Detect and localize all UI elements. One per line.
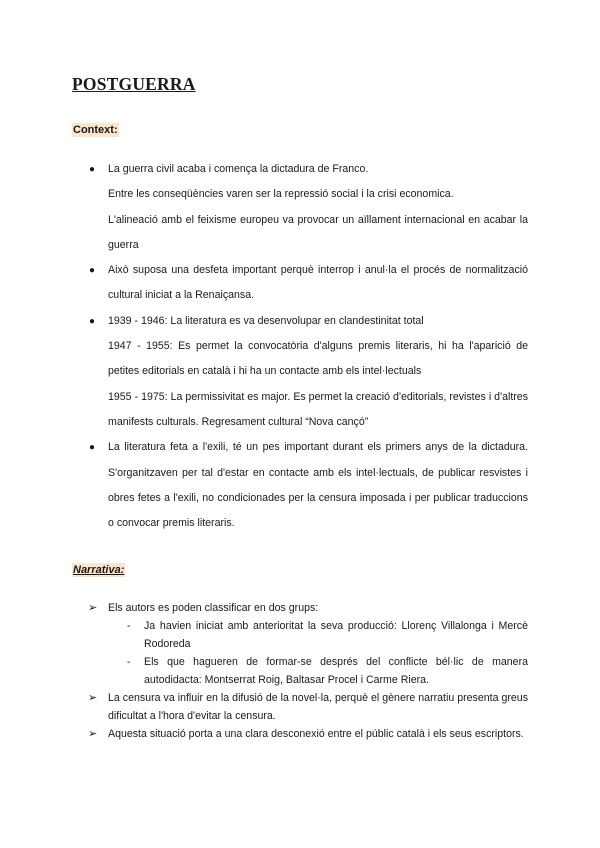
arrow-bullet-icon: ➢ <box>88 692 98 704</box>
paragraph: La censura va influir en la difusió de la novel·la, perquè el gènere narratiu presenta greus dificultat a l'hora d'evitar la censura. <box>108 692 528 722</box>
list-item <box>0 599 528 689</box>
paragraph: 1939 - 1946: La literatura es va desenvolupar en clandestinitat total <box>108 314 424 327</box>
context-list <box>0 157 600 536</box>
paragraph: 1947 - 1955: Es permet la convocatòria d'alguns premis literaris, hi ha l'aparició de petites editorials en català i hi ha un contacte amb els intel·lectuals <box>108 340 528 378</box>
paragraph: Els autors es poden classificar en dos grups: <box>108 602 319 614</box>
list-item <box>0 258 528 309</box>
narrativa-heading: Narrativa: <box>73 564 125 576</box>
list-item <box>0 689 528 725</box>
page-title: POSTGUERRA <box>72 74 196 94</box>
dash-bullet-icon: - <box>127 620 131 632</box>
sub-list-item <box>108 653 528 689</box>
paragraph: L'alineació amb el feixisme europeu va provocar un aïllament internacional en acabar la guerra <box>108 213 528 251</box>
bullet-icon: ● <box>89 442 96 454</box>
sub-list-item <box>108 617 528 653</box>
list-item <box>0 435 528 536</box>
list-item <box>0 157 528 258</box>
arrow-bullet-icon: ➢ <box>88 602 98 614</box>
paragraph: Aquesta situació porta a una clara desconexió entre el públic català i els seus escriptors. <box>108 728 524 740</box>
paragraph: La literatura feta a l'exili, té un pes important durant els primers anys de la dictadura. S'organitzaven per tal d'estar en contacte amb els intel·lectuals, de publicar resvistes i obres fetes a l'exili, no condicionades per la censura imposada i per publicar traduccions o convocar premis literaris. <box>108 441 528 530</box>
narrativa-list <box>0 599 600 743</box>
paragraph: Entre les conseqüències varen ser la repressió social i la crisi economica. <box>108 188 454 201</box>
bullet-icon: ● <box>89 164 96 175</box>
list-item <box>0 725 528 743</box>
paragraph: Ja havien iniciat amb anterioritat la seva producció: Llorenç Villalonga i Mercè Rodoreda <box>144 620 528 650</box>
paragraph: La guerra civil acaba i comença la dictadura de Franco. <box>108 163 369 175</box>
paragraph: Això suposa una desfeta important perquè interrop i anul·la el procés de normalització cultural iniciat a la Renaiçansa. <box>108 264 528 302</box>
paragraph: 1955 - 1975: La permissivitat es major. Es permet la creació d'editorials, revistes i d'altres manifests culturals. Regresament cultural “Nova cançó” <box>108 390 528 428</box>
paragraph: Els que hagueren de formar-se després del conflicte bél·lic de manera autodidacta: Montserrat Roig, Baltasar Procel i Carme Riera. <box>144 656 528 686</box>
dash-bullet-icon: - <box>127 656 131 668</box>
bullet-icon: ● <box>89 265 96 277</box>
bullet-icon: ● <box>89 315 96 327</box>
list-item <box>0 309 528 435</box>
sub-list <box>108 617 528 689</box>
arrow-bullet-icon: ➢ <box>88 728 98 740</box>
context-heading: Context: <box>73 124 118 136</box>
